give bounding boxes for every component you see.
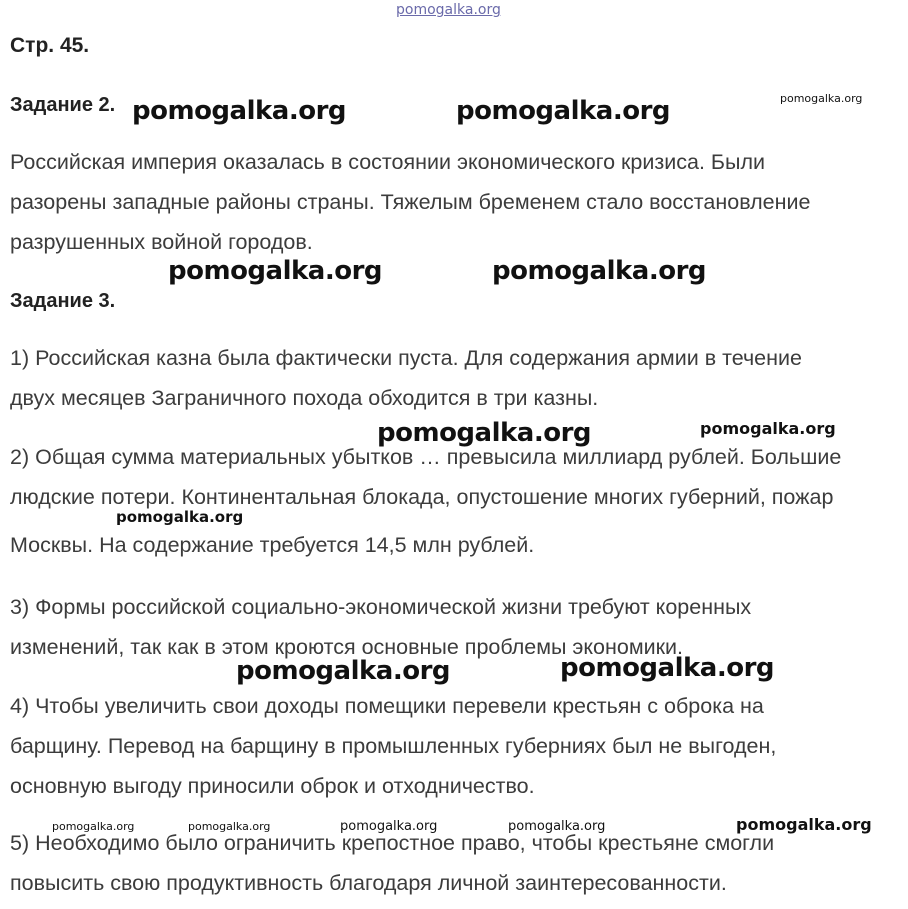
task2-paragraph	[10, 142, 900, 262]
text-line: основную выгоду приносили оброк и отходничество.	[10, 774, 535, 798]
text-line: Российская империя оказалась в состоянии экономического кризиса. Были	[10, 150, 766, 174]
text-line: барщину. Перевод на барщину в промышленных губерниях был не выгоден,	[10, 734, 777, 758]
watermark: pomogalka.org	[116, 508, 244, 526]
text-line: двух месяцев Заграничного похода обходится в три казны.	[10, 386, 599, 410]
task3-item-5	[10, 823, 900, 903]
watermark: pomogalka.org	[132, 96, 347, 126]
text-line: 1) Российская казна была фактически пуста. Для содержания армии в течение	[10, 346, 802, 370]
text-line: людские потери. Континентальная блокада, опустошение многих губерний, пожар	[10, 485, 834, 509]
text-line: изменений, так как в этом кроются основные проблемы экономики.	[10, 635, 684, 659]
text-line: 2) Общая сумма материальных убытков … превысила миллиард рублей. Большие	[10, 445, 842, 469]
watermark: pomogalka.org	[492, 256, 707, 286]
task3-item-1	[10, 338, 900, 418]
watermark: pomogalka.org	[780, 92, 863, 105]
watermark: pomogalka.org	[188, 820, 271, 833]
watermark: pomogalka.org	[168, 256, 383, 286]
text-line: разорены западные районы страны. Тяжелым бременем стало восстановление	[10, 190, 811, 214]
text-line: Москвы. На содержание требуется 14,5 млн рублей.	[10, 533, 535, 557]
watermark: pomogalka.org	[236, 656, 451, 686]
watermark: pomogalka.org	[52, 820, 135, 833]
task2-heading: Задание 2.	[10, 94, 116, 116]
task3-heading: Задание 3.	[10, 290, 116, 312]
watermark: pomogalka.org	[508, 819, 606, 834]
task3-item-3	[10, 587, 900, 667]
watermark: pomogalka.org	[377, 418, 592, 448]
text-line: 3) Формы российской социально-экономической жизни требуют коренных	[10, 595, 752, 619]
watermark: pomogalka.org	[736, 815, 872, 834]
text-line: повысить свою продуктивность благодаря личной заинтересованности.	[10, 871, 727, 895]
page-title: Стр. 45.	[10, 34, 90, 57]
task3-item-4	[10, 686, 900, 806]
text-line: 4) Чтобы увеличить свои доходы помещики перевели крестьян с оброка на	[10, 694, 764, 718]
watermark-link[interactable]: pomogalka.org	[396, 2, 501, 18]
watermark: pomogalka.org	[340, 819, 438, 834]
text-line: 5) Необходимо было ограничить крепостное право, чтобы крестьяне смогли	[10, 831, 775, 855]
watermark: pomogalka.org	[700, 419, 836, 438]
watermark: pomogalka.org	[456, 96, 671, 126]
watermark: pomogalka.org	[560, 653, 775, 683]
task3-item-2	[10, 437, 900, 565]
text-line: разрушенных войной городов.	[10, 230, 313, 254]
